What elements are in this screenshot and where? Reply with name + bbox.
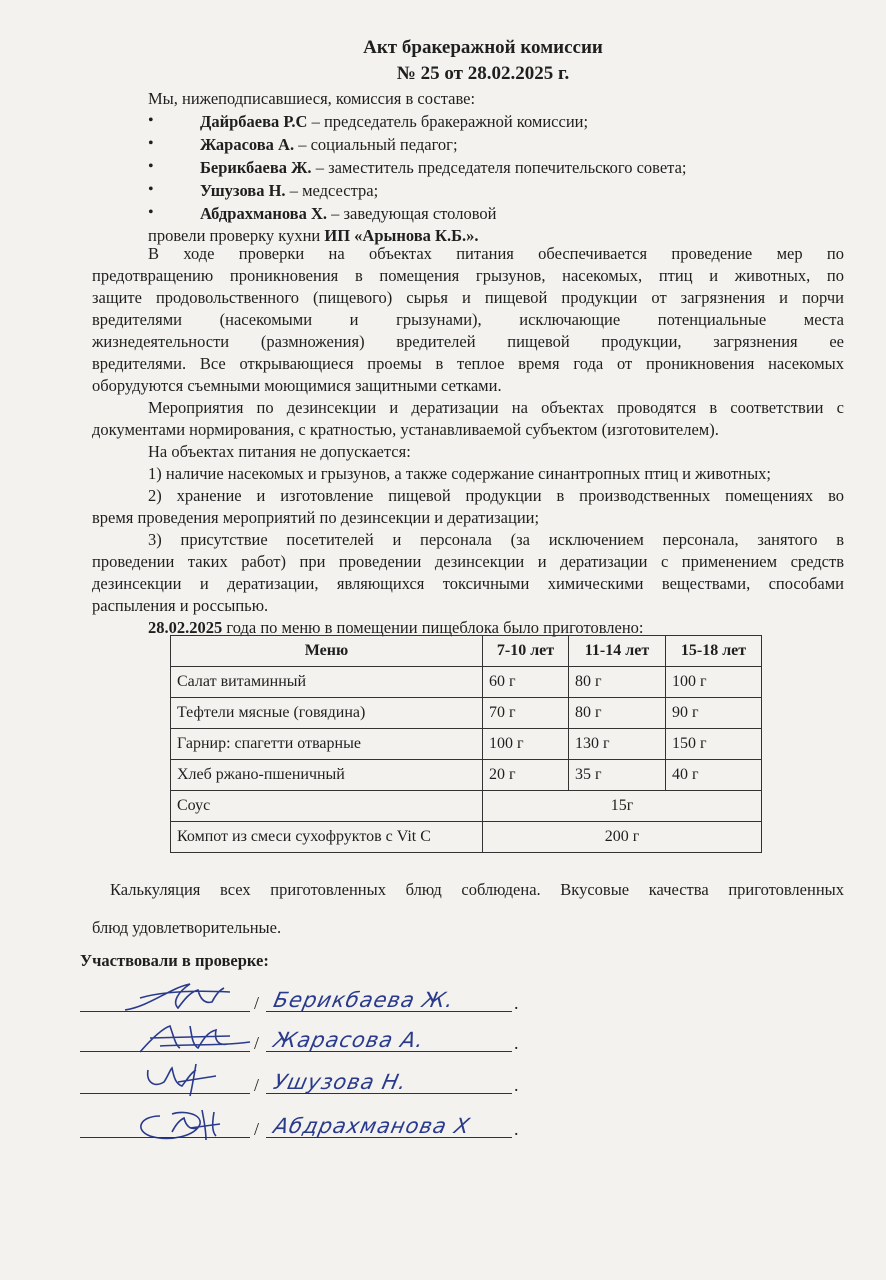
table-header-row [171, 636, 762, 667]
inspection-org: ИП «Арынова К.Б.». [324, 226, 479, 245]
bullet-icon: • [148, 112, 154, 129]
signature-name: Берикбаева Ж. [271, 988, 457, 1012]
body-line: Мероприятия по дезинсекции и дератизации на объектах проводятся в соответствии с [148, 398, 844, 417]
dish-name: Компот из смеси сухофруктов с Vit C [171, 822, 483, 853]
member-role: – председатель бракеражной комиссии; [307, 112, 589, 131]
body-line: На объектах питания не допускается: [148, 442, 411, 461]
member-name: Ушузова Н. [200, 181, 286, 200]
table-row [171, 791, 762, 822]
portion-cell: 80 г [569, 667, 666, 698]
conclusion-line: блюд удовлетворительные. [92, 918, 282, 937]
signature-row [80, 978, 520, 1018]
member-item [200, 112, 588, 132]
member-item [200, 181, 378, 201]
signature-line [80, 1093, 250, 1094]
signature-slash: / [254, 1119, 260, 1139]
inspection-text [148, 226, 479, 246]
body-line: дезинсекции и дератизации, являющихся токсичными химическими веществами, способами [92, 574, 844, 593]
member-item [200, 158, 687, 178]
body-line: время проведения мероприятий по дезинсекции и дератизации; [92, 508, 540, 527]
dish-name: Тефтели мясные (говядина) [171, 698, 483, 729]
document-number-date: № 25 от 28.02.2025 г. [396, 63, 570, 84]
participants-label: Участвовали в проверке: [80, 951, 269, 970]
dish-name: Салат витаминный [171, 667, 483, 698]
portion-cell: 60 г [483, 667, 569, 698]
bullet-icon: • [148, 135, 154, 152]
signature-slash: / [254, 1033, 260, 1053]
dish-name: Хлеб ржано-пшеничный [171, 760, 483, 791]
name-line [266, 1051, 512, 1052]
member-item [200, 204, 496, 224]
member-role: – заместитель председателя попечительского совета; [311, 158, 687, 177]
portion-cell: 100 г [483, 729, 569, 760]
signature-line [80, 1051, 250, 1052]
signature-name: Ушузова Н. [271, 1070, 410, 1094]
body-line: защите продовольственного (пищевого) сырья и пищевой продукции от загрязнения и порчи [92, 288, 844, 307]
member-name: Абдрахманова Х. [200, 204, 327, 223]
portion-cell: 80 г [569, 698, 666, 729]
portion-cell: 35 г [569, 760, 666, 791]
member-role: – заведующая столовой [327, 204, 497, 223]
name-line [266, 1093, 512, 1094]
body-line: оборудуются съемными моющимися защитными сетками. [92, 376, 502, 395]
signature-slash: / [254, 993, 260, 1013]
member-role: – социальный педагог; [294, 135, 458, 154]
signature-name: Абдрахманова Х [271, 1114, 473, 1138]
portion-cell: 130 г [569, 729, 666, 760]
dish-name: Соус [171, 791, 483, 822]
body-line: проведении таких работ) при проведении дезинсекции и дератизации с применением средств [92, 552, 844, 571]
signature-row [80, 1018, 520, 1058]
table-row [171, 760, 762, 791]
signature-dot: . [514, 1075, 519, 1095]
menu-table [170, 635, 762, 853]
body-line: В ходе проверки на объектах питания обеспечивается проведение мер по [148, 244, 844, 263]
signature-row [80, 1104, 520, 1144]
table-row [171, 698, 762, 729]
body-line: вредителями. Все открывающиеся проемы в теплое время года от проникновения насекомых [92, 354, 844, 373]
member-item [200, 135, 458, 155]
body-line: распыления и россыпью. [92, 596, 269, 615]
body-line: 1) наличие насекомых и грызунов, а также содержание синантропных птиц и животных; [148, 464, 772, 483]
handwritten-signature [120, 1102, 270, 1142]
member-name: Дайрбаева Р.С [200, 112, 308, 131]
intro-text: Мы, нижеподписавшиеся, комиссия в составе: [148, 89, 476, 108]
signature-row [80, 1060, 520, 1100]
body-line: 3) присутствие посетителей и персонала (за исключением персонала, занятого в [148, 530, 844, 549]
bullet-icon: • [148, 204, 154, 221]
portion-cell: 40 г [666, 760, 762, 791]
portion-cell: 100 г [666, 667, 762, 698]
header-age-15-18: 15-18 лет [666, 636, 762, 667]
inspection-prefix: провели проверку кухни [148, 226, 325, 245]
member-role: – медсестра; [285, 181, 379, 200]
table-row [171, 729, 762, 760]
signature-name: Жарасова А. [271, 1028, 427, 1052]
name-line [266, 1137, 512, 1138]
bullet-icon: • [148, 181, 154, 198]
signature-line [80, 1137, 250, 1138]
bullet-icon: • [148, 158, 154, 175]
body-line: вредителями (насекомыми и грызунами), исключающие потенциальные места [92, 310, 844, 329]
signature-dot: . [514, 1033, 519, 1053]
header-age-11-14: 11-14 лет [569, 636, 666, 667]
body-line: жизнедеятельности (размножения) вредителей пищевой продукции, загрязнения ее [92, 332, 844, 351]
portion-cell: 150 г [666, 729, 762, 760]
member-name: Берикбаева Ж. [200, 158, 312, 177]
portion-cell: 90 г [666, 698, 762, 729]
portion-cell: 70 г [483, 698, 569, 729]
document-title: Акт бракеражной комиссии [363, 37, 603, 58]
conclusion-line: Калькуляция всех приготовленных блюд соблюдена. Вкусовые качества приготовленных [110, 880, 844, 899]
header-age-7-10: 7-10 лет [483, 636, 569, 667]
signature-slash: / [254, 1075, 260, 1095]
signature-line [80, 1011, 250, 1012]
body-line: предотвращению проникновения в помещения грызунов, насекомых, птиц и животных, по [92, 266, 844, 285]
body-line: 2) хранение и изготовление пищевой продукции в производственных помещениях во [148, 486, 844, 505]
table-row [171, 667, 762, 698]
table-row [171, 822, 762, 853]
signature-dot: . [514, 1119, 519, 1139]
menu-intro-text: года по меню в помещении пищеблока было приготовлено: [222, 618, 644, 637]
portion-cell-merged: 200 г [483, 822, 762, 853]
dish-name: Гарнир: спагетти отварные [171, 729, 483, 760]
menu-date: 28.02.2025 [148, 618, 223, 637]
signature-dot: . [514, 993, 519, 1013]
portion-cell-merged: 15г [483, 791, 762, 822]
portion-cell: 20 г [483, 760, 569, 791]
member-name: Жарасова А. [200, 135, 295, 154]
header-menu: Меню [171, 636, 483, 667]
name-line [266, 1011, 512, 1012]
body-line: документами нормирования, с кратностью, устанавливаемой субъектом (изготовителем). [92, 420, 719, 439]
